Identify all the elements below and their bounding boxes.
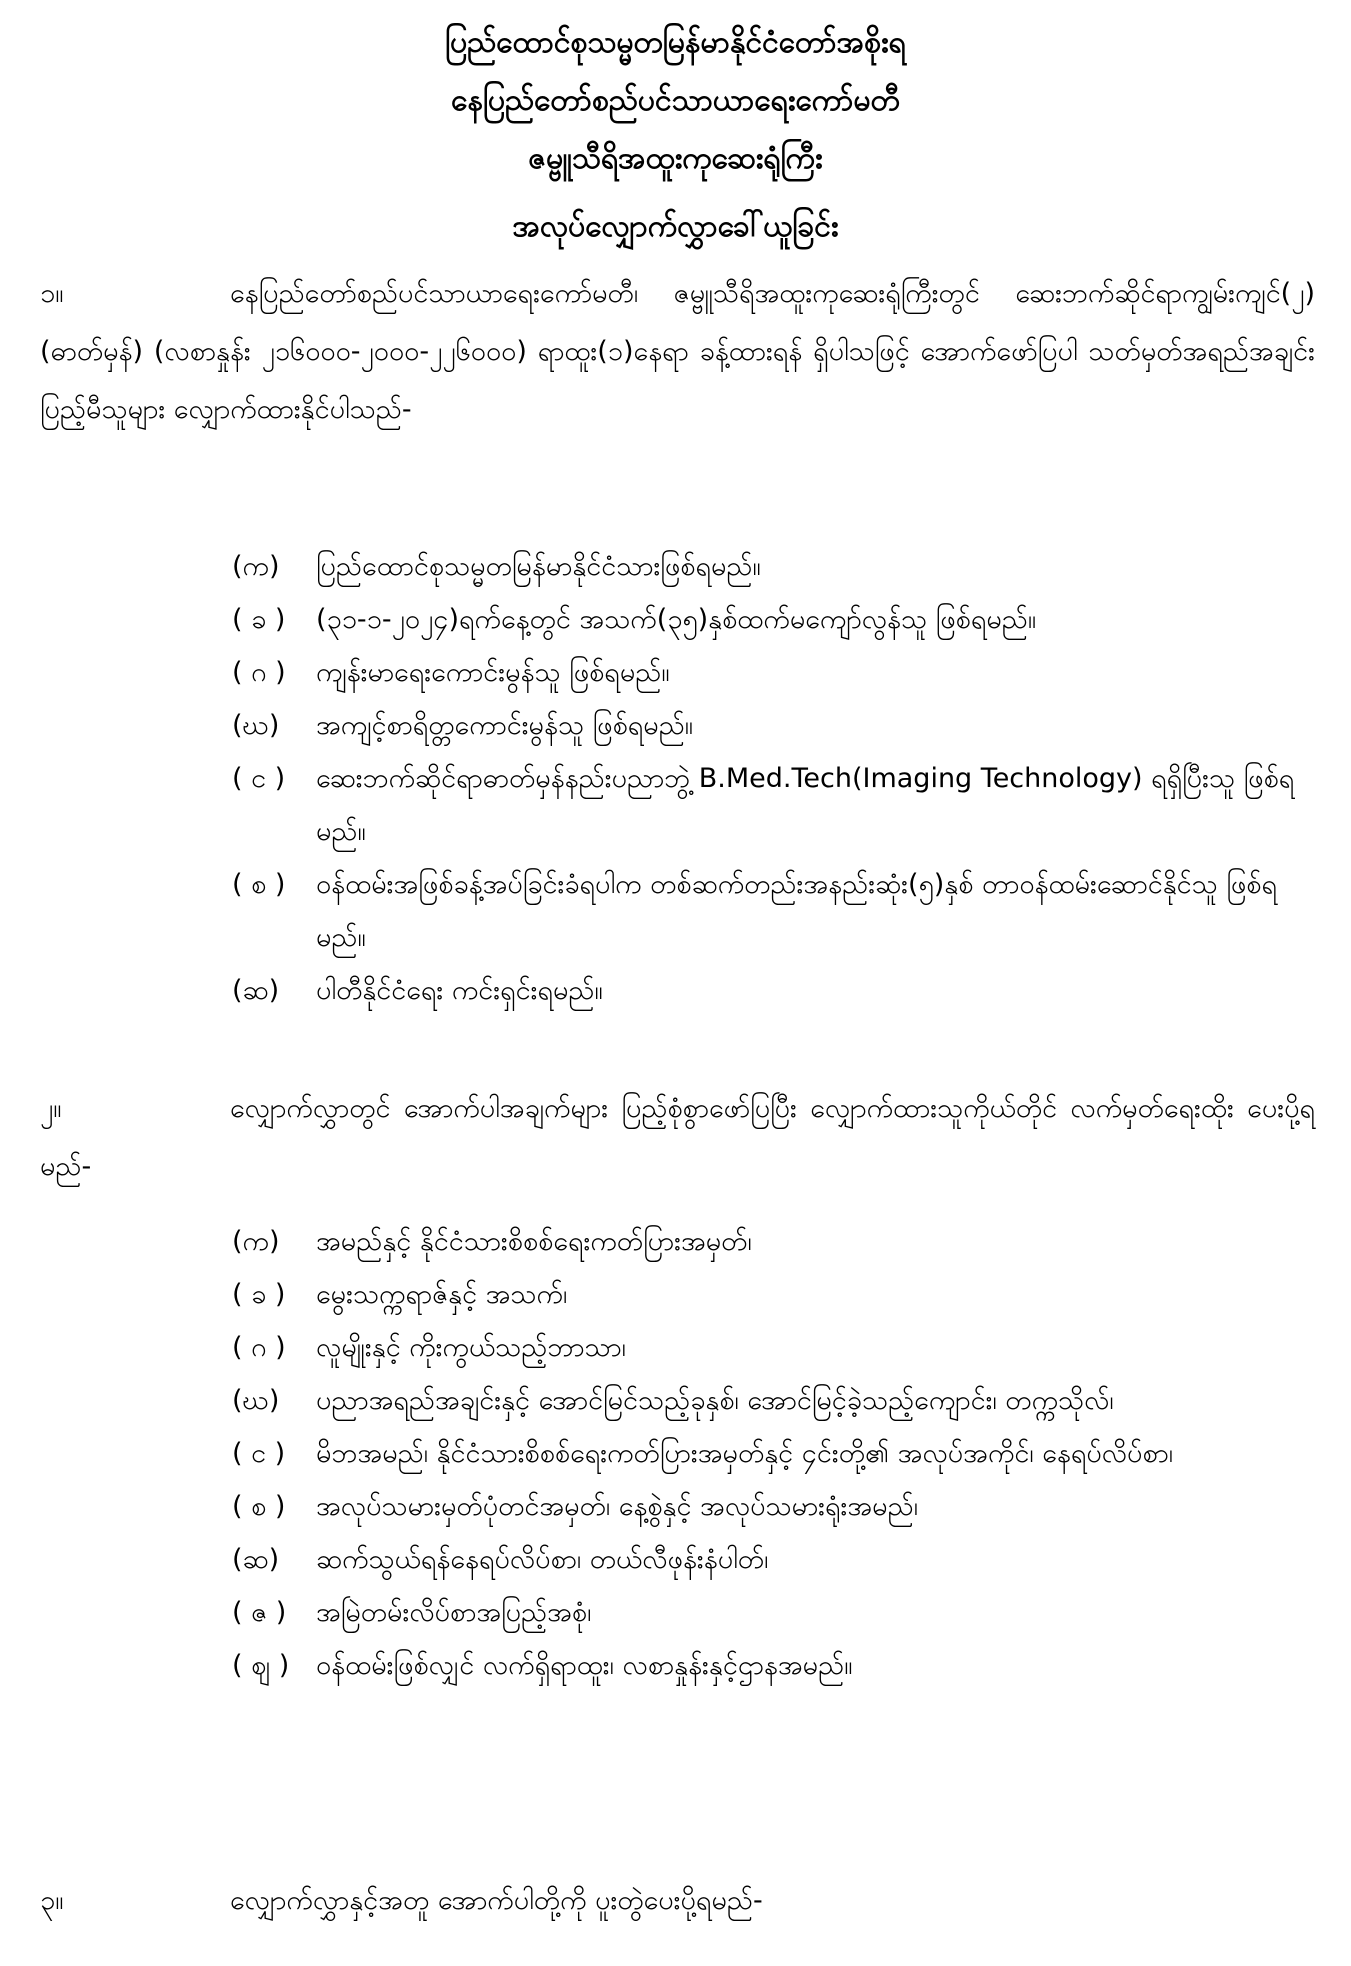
list-item-label: (ဃ) — [232, 710, 280, 741]
header-committee: နေပြည်တော်စည်ပင်သာယာရေးကော်မတီ — [451, 83, 900, 118]
list-item-text: (၃၁-၁-၂၀၂၄)ရက်နေ့တွင် အသက်(၃၅)နှစ်ထက်မကျော်လွန်သူ ဖြစ်ရမည်။ — [316, 604, 1037, 635]
list-item — [232, 1480, 1322, 1533]
list-item — [232, 752, 1322, 858]
list-item-label: ( ခ ) — [232, 604, 286, 635]
list-item-text: ဆက်သွယ်ရန်နေရပ်လိပ်စာ၊ တယ်လီဖုန်းနံပါတ်၊ — [316, 1544, 769, 1575]
section-2-list — [232, 1215, 1322, 1692]
list-item — [232, 1427, 1322, 1480]
list-item-text: ပြည်ထောင်စုသမ္မတမြန်မာနိုင်ငံသားဖြစ်ရမည်။ — [316, 551, 761, 582]
list-item — [232, 1639, 1322, 1692]
list-item-label: ( ဈ ) — [232, 1650, 290, 1681]
section-1-text: နေပြည်တော်စည်ပင်သာယာရေးကော်မတီ၊ ဇမ္ဗူသီရိအထူးကုဆေးရုံကြီးတွင် ဆေးဘက်ဆိုင်ရာကျွမ်းကျင်(၂)(ဓာတ်မှန်) (လစာနှုန်း ၂၁၆၀၀၀-၂၀၀၀-၂၂၆၀၀၀) ရာထူး(၁)နေရာ ခန့်ထားရန် ရှိပါသဖြင့် အောက်ဖော်ပြပါ သတ်မှတ်အရည်အချင်းပြည့်မီသူများ လျှောက်ထားနိုင်ပါသည်- — [40, 278, 1315, 425]
header-government: ပြည်ထောင်စုသမ္မတမြန်မာနိုင်ငံတော်အစိုးရ — [445, 25, 906, 60]
list-item-text: ဝန်ထမ်းဖြစ်လျှင် လက်ရှိရာထူး၊ လစာနှုန်းနှင့်ဌာနအမည်။ — [316, 1650, 853, 1681]
section-2-text: လျှောက်လွှာတွင် အောက်ပါအချက်များ ပြည့်စုံစွာဖော်ပြပြီး လျှောက်ထားသူကိုယ်တိုင် လက်မှတ်ရေးထိုး ပေးပို့ရမည်- — [40, 1093, 1315, 1182]
notice-header — [0, 14, 1351, 256]
list-item — [232, 1321, 1322, 1374]
list-item-label: ( စ ) — [232, 869, 286, 900]
list-item-label: (ဃ) — [232, 1385, 280, 1416]
list-item-label: (က) — [232, 551, 280, 582]
list-item — [232, 646, 1322, 699]
list-item-label: ( ဇ ) — [232, 1597, 287, 1628]
list-item-label: ( င ) — [232, 1438, 286, 1469]
list-item-label: ( င ) — [232, 763, 286, 794]
page-title: အလုပ်လျှောက်လွှာခေါ်ယူခြင်း — [512, 209, 839, 244]
list-item-text: မိဘအမည်၊ နိုင်ငံသားစိစစ်ရေးကတ်ပြားအမှတ်နှင့် ၄င်းတို့၏ အလုပ်အကိုင်၊ နေရပ်လိပ်စာ၊ — [316, 1438, 1174, 1469]
list-item — [232, 593, 1322, 646]
list-item — [232, 858, 1322, 964]
section-3-text: လျှောက်လွှာနှင့်အတူ အောက်ပါတို့ကို ပူးတွဲပေးပို့ရမည်- — [230, 1885, 763, 1916]
section-2-number: ၂။ — [40, 1093, 62, 1124]
list-item-text: အလုပ်သမားမှတ်ပုံတင်အမှတ်၊ နေ့စွဲနှင့် အလုပ်သမားရုံးအမည်၊ — [316, 1491, 918, 1522]
list-item-text: အမည်နှင့် နိုင်ငံသားစိစစ်ရေးကတ်ပြားအမှတ်၊ — [316, 1226, 752, 1257]
section-2-paragraph — [40, 1080, 1315, 1196]
section-3-number: ၃။ — [40, 1885, 64, 1916]
list-item — [232, 1215, 1322, 1268]
list-item — [232, 1374, 1322, 1427]
section-1-list — [232, 540, 1322, 1017]
list-item-text: အမြဲတမ်းလိပ်စာအပြည့်အစုံ၊ — [316, 1597, 592, 1628]
list-item-text: ပါတီနိုင်ငံရေး ကင်းရှင်းရမည်။ — [316, 975, 603, 1006]
list-item — [232, 964, 1322, 1017]
list-item — [232, 1533, 1322, 1586]
list-item-label: ( ဂ ) — [232, 1332, 286, 1363]
list-item-text: ဆေးဘက်ဆိုင်ရာဓာတ်မှန်နည်းပညာဘွဲ့ B.Med.Tech(Imaging Technology) ရရှိပြီးသူ ဖြစ်ရမည်။ — [316, 763, 1295, 847]
list-item-label: (က) — [232, 1226, 280, 1257]
list-item — [232, 699, 1322, 752]
list-item — [232, 1268, 1322, 1321]
list-item-text: လူမျိုးနှင့် ကိုးကွယ်သည့်ဘာသာ၊ — [316, 1332, 626, 1363]
section-1-paragraph — [40, 265, 1315, 439]
list-item — [232, 540, 1322, 593]
list-item-text: ကျန်းမာရေးကောင်းမွန်သူ ဖြစ်ရမည်။ — [316, 657, 670, 688]
list-item-text: မွေးသက္ကရာဇ်နှင့် အသက်၊ — [316, 1279, 568, 1310]
list-item-label: (ဆ) — [232, 975, 280, 1006]
list-item-text: အကျင့်စာရိတ္တကောင်းမွန်သူ ဖြစ်ရမည်။ — [316, 710, 693, 741]
list-item-label: ( ဂ ) — [232, 657, 286, 688]
list-item-label: ( ခ ) — [232, 1279, 286, 1310]
list-item-label: ( စ ) — [232, 1491, 286, 1522]
list-item-label: (ဆ) — [232, 1544, 280, 1575]
section-3-paragraph — [40, 1872, 1315, 1930]
list-item-text: ဝန်ထမ်းအဖြစ်ခန့်အပ်ခြင်းခံရပါက တစ်ဆက်တည်းအနည်းဆုံး(၅)နှစ် တာဝန်ထမ်းဆောင်နိုင်သူ ဖြစ်ရမည်။ — [316, 869, 1277, 953]
list-item-text: ပညာအရည်အချင်းနှင့် အောင်မြင်သည့်ခုနှစ်၊ အောင်မြင့်ခဲ့သည့်ကျောင်း၊ တက္ကသိုလ်၊ — [316, 1385, 1114, 1416]
list-item — [232, 1586, 1322, 1639]
header-hospital: ဇမ္ဗူသီရိအထူးကုဆေးရုံကြီး — [528, 141, 823, 176]
section-1-number: ၁။ — [40, 278, 64, 309]
